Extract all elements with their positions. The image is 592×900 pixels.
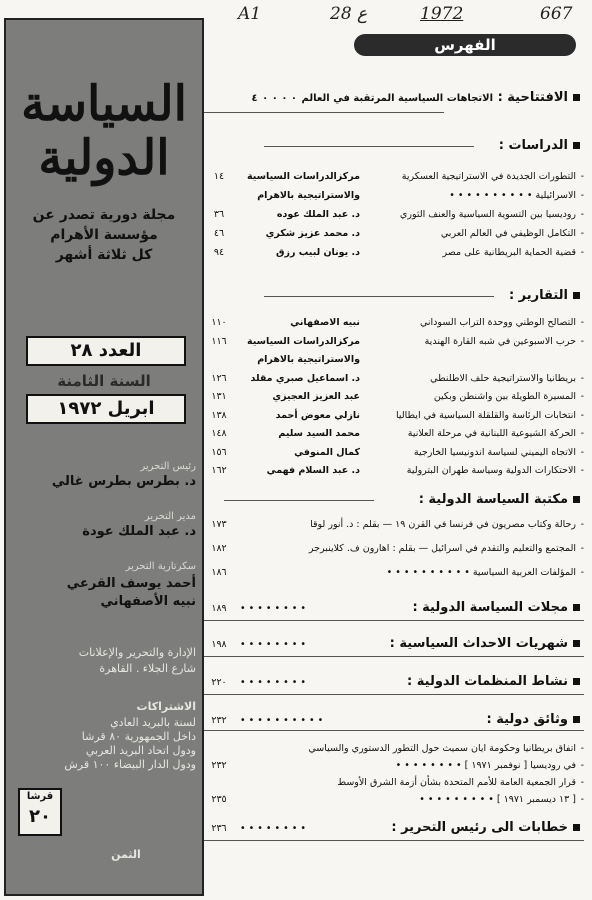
dash-marker: - (580, 760, 584, 771)
entry-title: قضية الحماية البريطانية على مصر (442, 247, 576, 258)
dash-marker: - (580, 794, 584, 805)
list-item (204, 390, 592, 404)
magazines-dots: • • • • • • • • (240, 603, 306, 614)
entry-page: ١٢٦ (211, 372, 227, 384)
editor-name: د. بطرس بطرس غالي (51, 474, 196, 489)
section-magazines-label: مجلات السياسة الدولية : (412, 600, 568, 615)
list-item (204, 566, 592, 580)
list-item (204, 793, 592, 807)
divider (204, 694, 584, 695)
subscriptions-line-2: داخل الجمهورية ٨٠ قرشا (81, 730, 196, 743)
divider (204, 112, 444, 113)
entry-page: ١٣١ (211, 391, 227, 402)
magazine-desc-3: كل ثلاثة أشهر (55, 247, 153, 263)
cover-panel (4, 18, 204, 896)
entry-page: ١٥٦ (211, 446, 227, 458)
list-item (204, 208, 592, 222)
section-editor-letters-label: خطابات الى رئيس التحرير : (391, 820, 568, 835)
list-item (204, 372, 592, 386)
entry-author: د. محمد عزيز شكري (265, 228, 360, 239)
entry-title: [ ١٣ ديسمبر ١٩٧١ ] • • • • • • • • • (419, 794, 576, 805)
magazine-title-line2: الدولية (38, 130, 170, 186)
entry-title: في روديسيا [ نوفمبر ١٩٧١ ] • • • • • • • • (395, 760, 576, 771)
entry-page: ٤٦ (213, 228, 225, 239)
magazines-row (204, 602, 592, 616)
dash-marker: - (580, 567, 584, 578)
entry-author: مركزالدراسات السياسية (247, 171, 360, 182)
chronicle-page: ١٩٨ (211, 639, 227, 650)
entry-page: ٢٣٥ (211, 794, 227, 805)
manager-name: د. عبد الملك عودة (82, 524, 196, 539)
entry-title: الحركة الشيوعية اللبنانية في مرحلة العلانية (407, 428, 576, 439)
bullet-square-icon (573, 496, 580, 503)
magazine-title-line1: السياسة (21, 76, 187, 132)
divider (264, 146, 474, 147)
entry-title: اتفاق بريطانيا وحكومة ايان سميث حول التطور الدستوري والسياسي (308, 743, 576, 754)
entry-author: والاستراتيجية بالاهرام (257, 354, 360, 365)
dash-marker: - (580, 335, 584, 347)
orgs-row (204, 676, 592, 690)
price-unit: قرشا (26, 791, 54, 802)
dash-marker: - (580, 247, 584, 258)
entry-page: ٣٦ (213, 209, 225, 220)
section-orgs-label: نشاط المنظمات الدولية : (407, 674, 568, 689)
entry-page: ١١٦ (211, 335, 227, 347)
secretary-1: أحمد يوسف القرعي (66, 576, 196, 591)
opening-title: الاتجاهات السياسية المرتقبة في العالم (301, 93, 494, 104)
entry-page: ١٨٢ (211, 543, 227, 554)
entry-title: الاتجاه اليميني لسياسة اندونيسيا الخارجية (413, 446, 576, 458)
dash-marker: - (580, 209, 584, 220)
handwritten-code: A1 (238, 4, 262, 24)
bullet-square-icon (573, 94, 580, 101)
list-item (204, 742, 592, 756)
entry-title: الاسرائيلية • • • • • • • • • • (449, 190, 576, 201)
entry-page: ١٨٦ (211, 567, 227, 578)
entry-title: حرب الاسبوعين في شبه القارة الهندية (424, 335, 576, 347)
editor-letters-row (204, 822, 592, 836)
list-item (204, 335, 592, 349)
list-item (204, 427, 592, 441)
issue-date: ابريل ١٩٧٢ (26, 394, 186, 424)
documents-dots: • • • • • • • • • • (240, 715, 324, 726)
magazine-desc-2: مؤسسة الأهرام (50, 227, 158, 243)
list-item (204, 170, 592, 184)
entry-page: ١٤ (213, 171, 225, 182)
entry-page: ٢٣٢ (211, 760, 227, 771)
entry-author: د. عبد الملك عوده (276, 209, 360, 220)
section-opening-label: الافتتاحية : (497, 90, 568, 105)
dash-marker: - (580, 543, 584, 554)
entry-title: المسيرة الطويلة بين واشنطن وبكين (433, 391, 576, 402)
admin-address: شارع الجلاء . القاهرة (99, 662, 196, 675)
volume-year: السنة الثامنة (57, 372, 151, 390)
entry-author: والاستراتيجية بالاهرام (257, 190, 360, 201)
bullet-square-icon (573, 292, 580, 299)
editor-label: رئيس التحرير (140, 461, 196, 472)
dash-marker: - (580, 317, 584, 328)
list-item (204, 542, 592, 556)
price-caption: الثمن (111, 848, 141, 861)
list-item (204, 189, 592, 203)
entry-title: المجتمع والتعليم والتقدم في اسرائيل — بقلم : اهارون ف. كلاينبرجر (308, 543, 576, 554)
entry-title: رحالة وكتاب مصريون في فرنسا في القرن ١٩ — بقلم : د. أنور لوقا (310, 519, 576, 530)
entry-page: ١٧٣ (211, 519, 227, 530)
magazines-page: ١٨٩ (211, 603, 227, 614)
editor-letters-page: ٢٣٦ (211, 823, 227, 834)
entry-title: المؤلفات العربية السياسية • • • • • • • • • • (386, 567, 576, 578)
price-value: ٢٠ (29, 806, 51, 827)
list-item (204, 776, 592, 790)
dash-marker: - (580, 391, 584, 402)
handwritten-year: 1972 (420, 4, 464, 24)
list-item (204, 353, 592, 367)
entry-title: الاحتكارات الدولية وسياسة طهران البترولية (406, 465, 576, 476)
divider (264, 296, 494, 297)
subscriptions-label: الاشتراكات (136, 700, 196, 713)
entry-title: التكامل الوظيفي في العالم العربي (440, 228, 576, 239)
list-item (204, 464, 592, 478)
subscriptions-line-1: لسنة بالبريد العادي (110, 716, 196, 729)
documents-page: ٢٣٢ (211, 715, 227, 726)
issue-number: العدد ٢٨ (26, 336, 186, 366)
entry-page: ١١٠ (211, 317, 227, 328)
magazine-desc-1: مجلة دورية تصدر عن (32, 207, 176, 223)
entry-title: روديسيا بين التسوية السياسية والعنف الثوري (399, 209, 576, 220)
list-item (204, 409, 592, 423)
dash-marker: - (580, 465, 584, 476)
dash-marker: - (580, 409, 584, 421)
orgs-page: ٢٢٠ (211, 677, 227, 688)
price-box (18, 788, 62, 836)
section-reports-label: التقارير : (508, 288, 568, 303)
list-item (204, 227, 592, 241)
entry-title: انتخابات الرئاسة والقلقلة السياسية في ايطاليا (395, 409, 576, 421)
entry-author: عبد العزيز العجيزي (272, 391, 360, 402)
entry-author: د. عبد السلام فهمي (266, 465, 360, 476)
entry-author: د. يونان لبيب رزق (276, 247, 360, 258)
section-reports (509, 288, 580, 303)
entry-page: ٩٤ (213, 247, 225, 258)
section-documents-label: وثائق دولية : (486, 712, 568, 727)
entry-title: بريطانيا والاستراتيجية حلف الاطلنطي (430, 372, 576, 384)
bullet-square-icon (573, 142, 580, 149)
list-item (204, 446, 592, 460)
dash-marker: - (580, 446, 584, 458)
entry-author: مركزالدراسات السياسية (247, 335, 360, 347)
dash-marker: - (580, 428, 584, 439)
divider (204, 840, 584, 841)
entry-author: نبيه الاصفهاني (290, 317, 360, 328)
section-studies-label: الدراسات : (498, 138, 568, 153)
dash-marker: - (580, 190, 584, 201)
list-item (204, 316, 592, 330)
manager-label: مدير التحرير (144, 511, 196, 522)
admin-label: الإدارة والتحرير والإعلانات (78, 646, 196, 659)
divider (224, 500, 374, 501)
dash-marker: - (580, 777, 584, 788)
opening-page: ٤ (251, 93, 258, 104)
section-studies (499, 138, 580, 153)
dash-marker: - (580, 171, 584, 182)
entry-page: ١٤٨ (211, 428, 227, 439)
dash-marker: - (580, 519, 584, 530)
entry-author: محمد السيد سليم (278, 428, 360, 439)
entry-title: التصالح الوطني ووحدة التراب السوداني (419, 317, 576, 328)
entry-page: ١٦٢ (211, 465, 227, 476)
toc-header: الفهرس (354, 34, 576, 56)
dash-marker: - (580, 743, 584, 754)
handwritten-issue: 28 ع (330, 4, 368, 24)
list-item (204, 246, 592, 260)
list-item (204, 518, 592, 532)
entry-title: قرار الجمعية العامة للأمم المتحدة بشأن أزمة الشرق الأوسط (337, 777, 576, 788)
entry-author: نازلي معوض أحمد (275, 409, 360, 421)
divider (204, 730, 584, 731)
entry-author: كمال المنوفي (294, 446, 360, 458)
chronicle-row (204, 638, 592, 652)
table-of-contents (204, 0, 592, 900)
dash-marker: - (580, 372, 584, 384)
editor-letters-dots: • • • • • • • • (240, 823, 306, 834)
documents-row (204, 714, 592, 728)
chronicle-dots: • • • • • • • • (240, 639, 306, 650)
subscriptions-line-4: ودول الدار البيضاء ١٠٠ قرش (64, 758, 196, 771)
section-library (419, 492, 580, 507)
section-opening (251, 90, 580, 105)
entry-author: د. اسماعيل صبري مقلد (250, 372, 360, 384)
entry-title: التطورات الجديدة في الاستراتيجية العسكرية (401, 171, 576, 182)
divider (204, 656, 584, 657)
list-item (204, 759, 592, 773)
section-library-label: مكتبة السياسة الدولية : (418, 492, 568, 507)
secretaries-label: سكرتارية التحرير (125, 561, 196, 572)
dash-marker: - (580, 228, 584, 239)
orgs-dots: • • • • • • • • (240, 677, 306, 688)
subscriptions-line-3: ودول اتحاد البريد العربي (85, 744, 196, 757)
section-chronicle-label: شهريات الاحداث السياسية : (389, 636, 568, 651)
divider (204, 620, 584, 621)
handwritten-number: 667 (540, 4, 573, 24)
opening-dots: ٠ ٠ ٠ ٠ (262, 93, 298, 104)
secretary-2: نبيه الأصفهاني (100, 594, 196, 609)
entry-page: ١٣٨ (211, 409, 227, 421)
